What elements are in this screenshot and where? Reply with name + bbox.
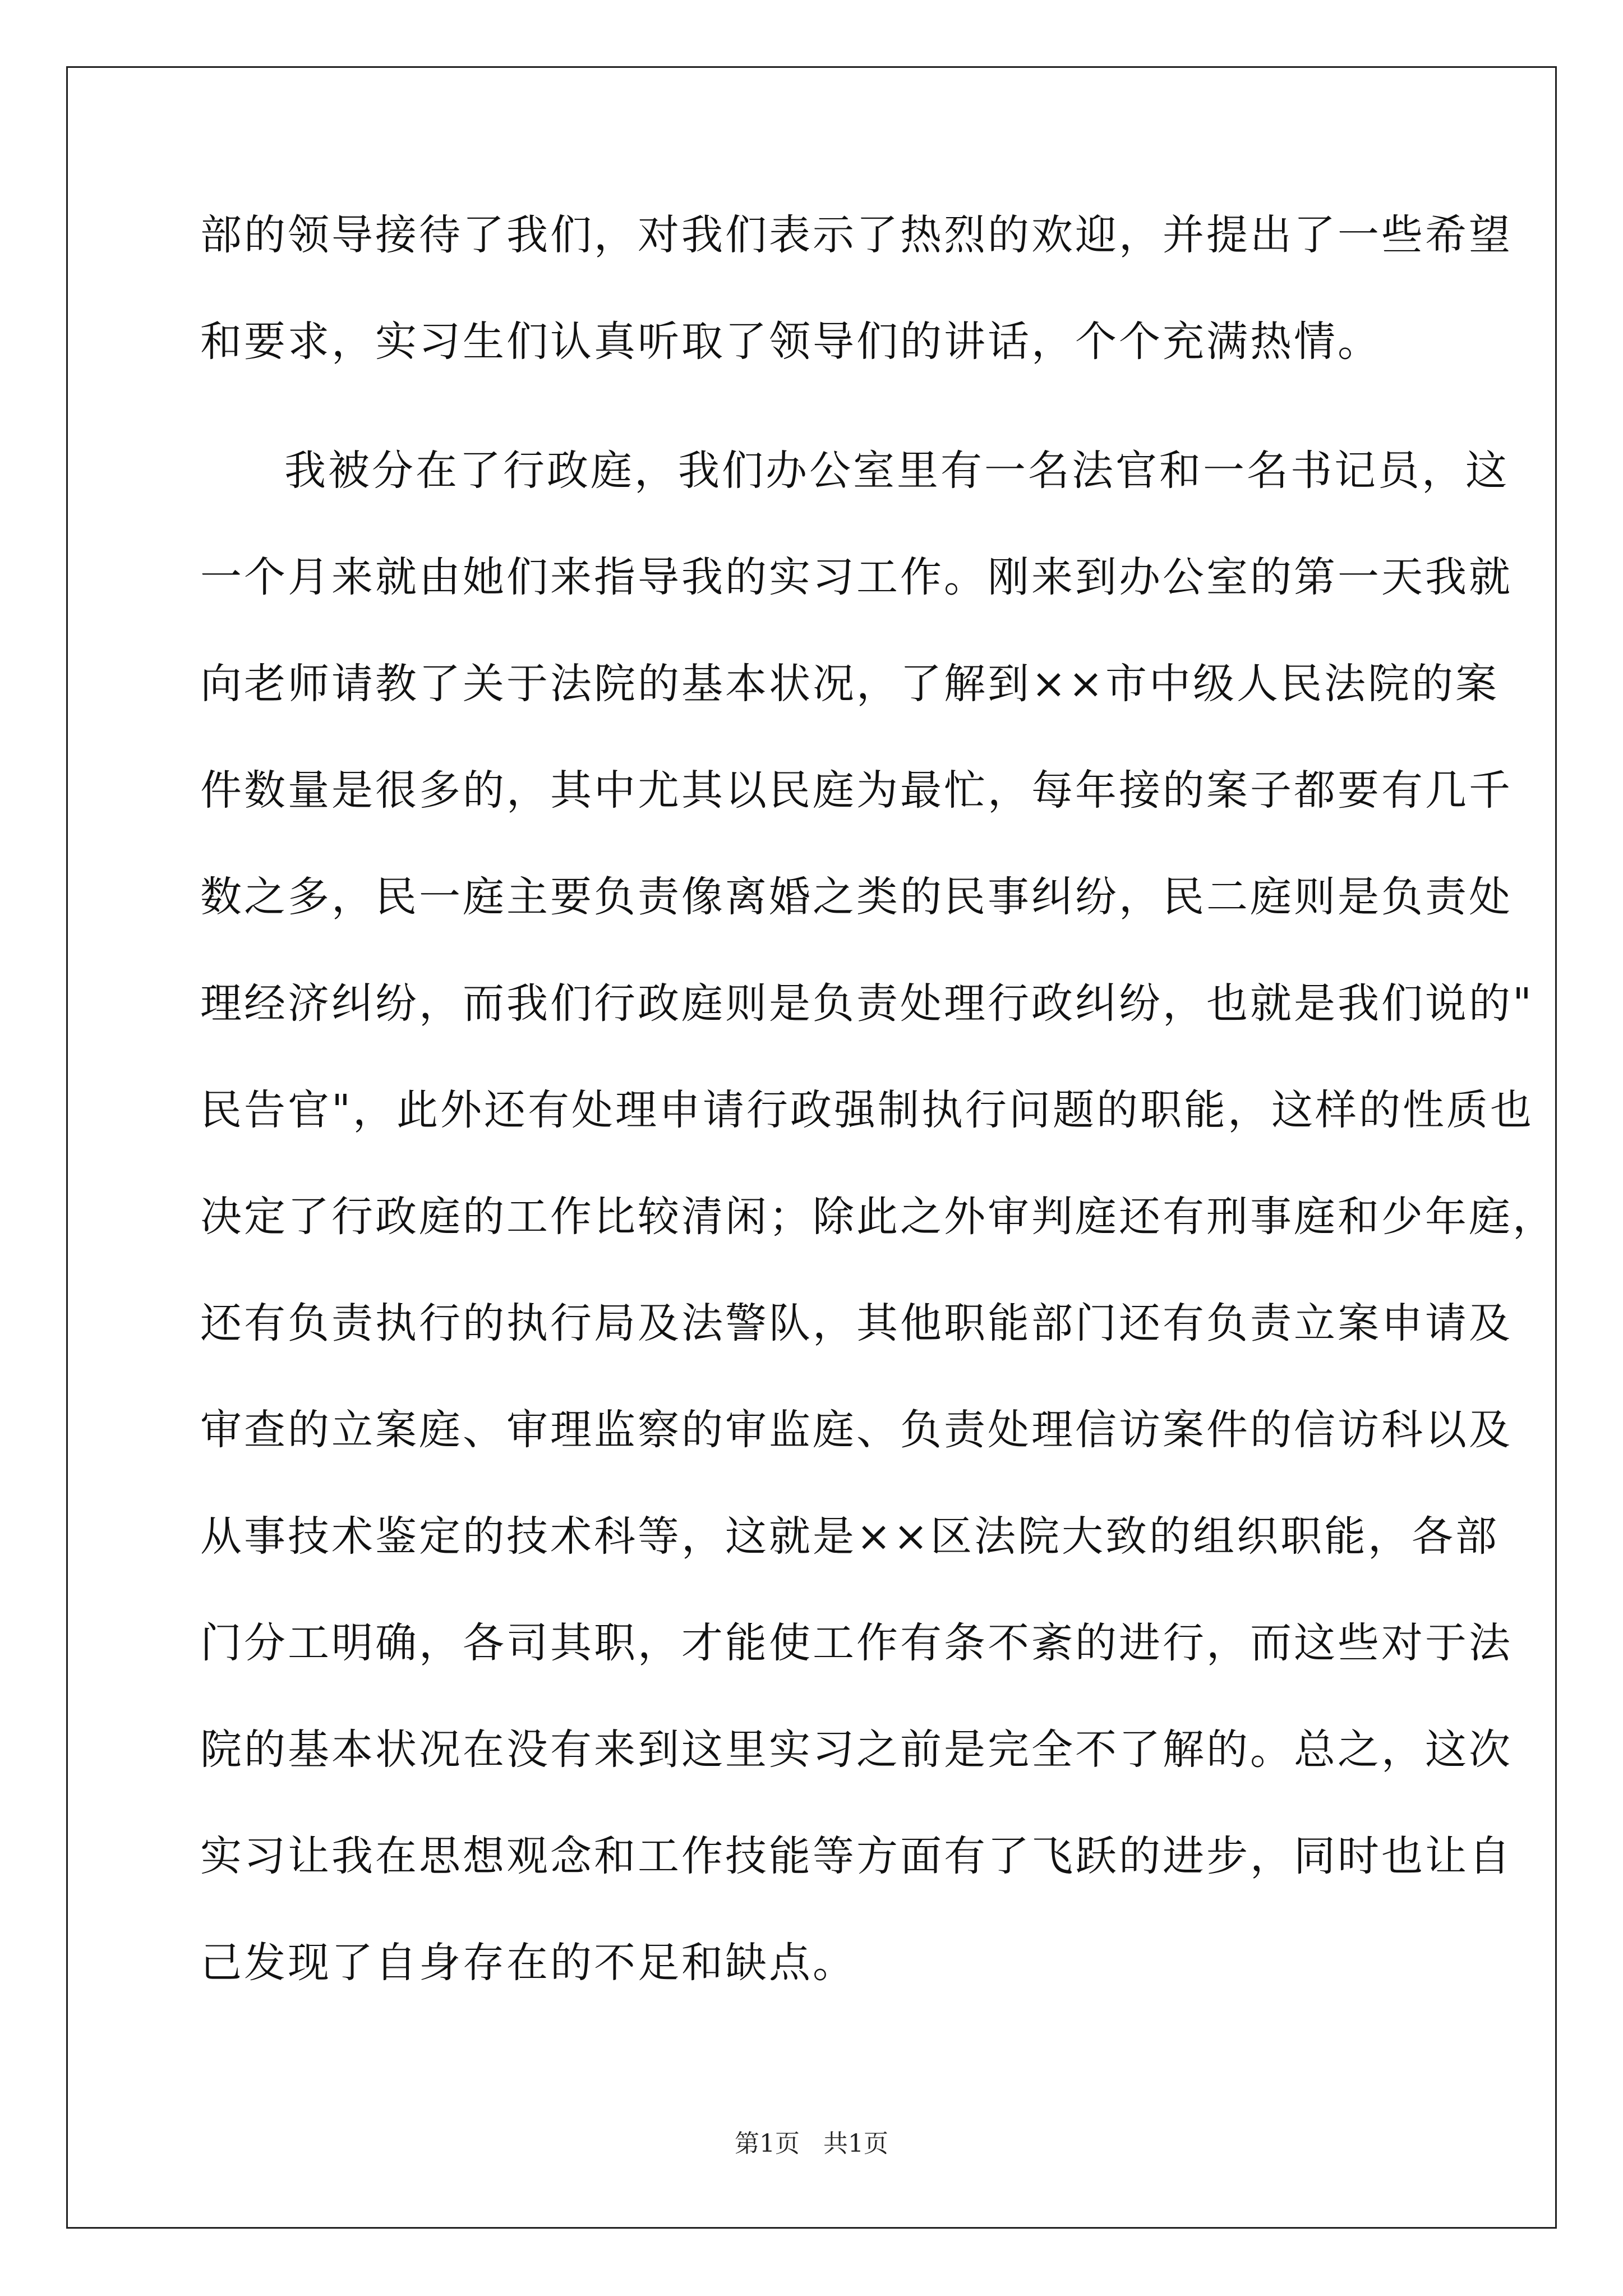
text-line-6: 件数量是很多的，其中尤其以民庭为最忙，每年接的案子都要有几千: [200, 766, 1513, 815]
page-border: [66, 66, 1557, 2229]
text-line-5: 向老师请教了关于法院的基本状况，了解到××市中级人民法院的案: [200, 660, 1500, 708]
text-line-14: 门分工明确，各司其职，才能使工作有条不紊的进行，而这些对于法: [200, 1619, 1513, 1667]
text-line-4: 一个月来就由她们来指导我的实习工作。刚来到办公室的第一天我就: [200, 553, 1513, 601]
text-line-16: 实习让我在思想观念和工作技能等方面有了飞跃的进步，同时也让自: [200, 1832, 1513, 1880]
text-line-9: 民告官"，此外还有处理申请行政强制执行问题的职能，这样的性质也: [200, 1086, 1534, 1134]
text-line-12: 审查的立案庭、审理监察的审监庭、负责处理信访案件的信访科以及: [200, 1406, 1513, 1454]
text-line-17: 己发现了自身存在的不足和缺点。: [200, 1939, 856, 1987]
text-line-11: 还有负责执行的执行局及法警队，其他职能部门还有负责立案申请及: [200, 1299, 1513, 1347]
text-line-2: 和要求，实习生们认真听取了领导们的讲话，个个充满热情。: [200, 318, 1381, 366]
page-footer: 第1页 共1页: [735, 2129, 888, 2158]
text-line-1: 部的领导接待了我们，对我们表示了热烈的欢迎，并提出了一些希望: [200, 211, 1513, 259]
text-line-15: 院的基本状况在没有来到这里实习之前是完全不了解的。总之，这次: [200, 1726, 1513, 1774]
text-line-7: 数之多，民一庭主要负责像离婚之类的民事纠纷，民二庭则是负责处: [200, 873, 1513, 921]
text-line-3: 我被分在了行政庭，我们办公室里有一名法官和一名书记员，这: [284, 447, 1509, 495]
text-line-8: 理经济纠纷，而我们行政庭则是负责处理行政纠纷，也就是我们说的": [200, 979, 1534, 1028]
text-line-10: 决定了行政庭的工作比较清闲；除此之外审判庭还有刑事庭和少年庭，: [200, 1193, 1556, 1241]
text-line-13: 从事技术鉴定的技术科等，这就是××区法院大致的组织职能，各部: [200, 1512, 1500, 1561]
